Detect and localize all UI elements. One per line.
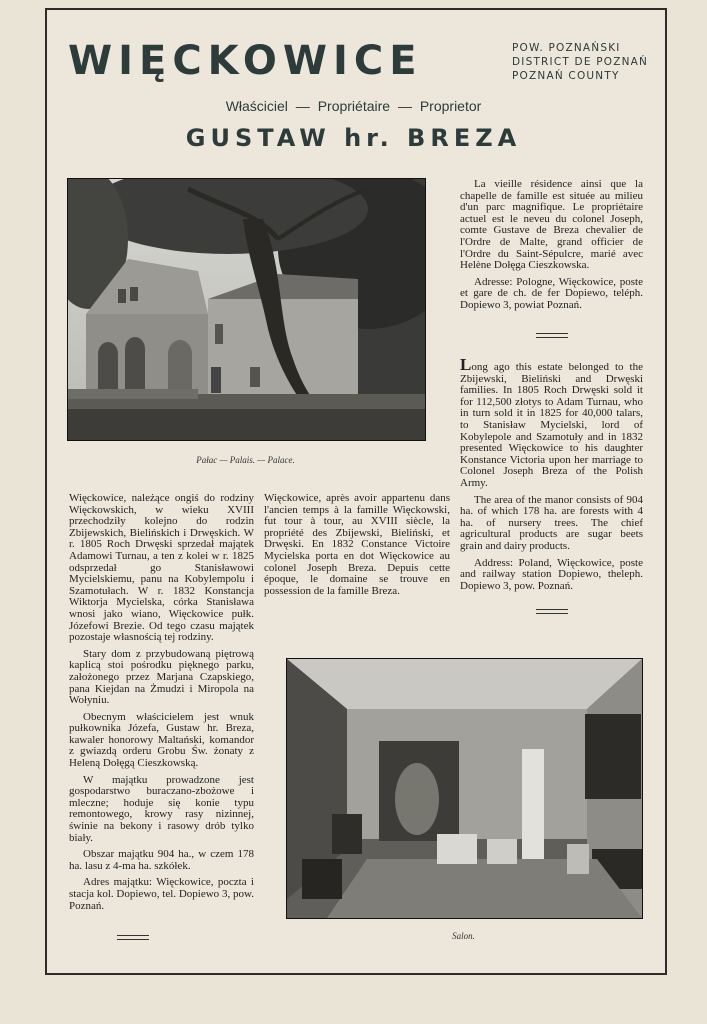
owner-name: GUSTAW hr. BREZA	[185, 124, 522, 152]
divider-polish	[117, 935, 149, 940]
polish-history-paragraph: Więckowice, należące ongiś do rodziny Więckowskich, w wieku XVIII przechodziły kolejno do rodzin Zbijewskich, Bielińskich i Drwęskich. W r. 1805 Roch Drwęski sprzedał majątek Adamowi Turnau, a ten z kolei w r. 1825 odsprzedał go Stanisławowi Mycielskiemu, panu na Kobylempolu i Szamotułach. W r. 1832 Konstancja Wiktorja Mycielska, córka Stanisława wnosi jako wiano, Więckowice pułk. Józefowi Brezie. Od tego czasu majątek pozostaje własnością tej rodziny.	[69, 492, 254, 644]
english-address-paragraph: Address: Poland, Więckowice, poste and railway station Dopiewo, theleph. Dopiewo 3, pow. Poznań.	[460, 556, 643, 592]
salon-caption: Salon.	[452, 931, 475, 941]
page-title: WIĘCKOWICE	[68, 38, 423, 84]
divider-french	[536, 333, 568, 338]
english-area-paragraph: The area of the manor consists of 904 ha. of which 178 ha. are forests with 4 ha. of nursery trees. The chief agricultural products are sugar beets grain and dairy products.	[460, 493, 643, 552]
district-line-fr: DISTRICT DE POZNAŃ	[512, 56, 649, 68]
polish-address-paragraph: Adres majątku: Więckowice, poczta i stacja kol. Dopiewo, tel. Dopiewo 3, pow. Poznań.	[69, 876, 254, 912]
english-history-paragraph	[460, 355, 643, 490]
owner-label: Właściciel — Propriétaire — Proprietor	[225, 98, 482, 114]
french-history-paragraph: Więckowice, après avoir appartenu dans l'ancien temps à la famille Więckowski, fut tour à tour, au XVIII siècle, la propriété des Zbijewski, Bieliński, et Drwęski. En 1832 Constance Victoire Mycielska porta en dot Więckowice au colonel Joseph Breza. Depuis cette époque, le domaine se trouve en possession de la famille Breza.	[264, 492, 450, 597]
district-line-pl: POW. POZNAŃSKI	[512, 42, 621, 54]
polish-farming-paragraph: W majątku prowadzone jest gospodarstwo buraczano-zbożowe i mleczne; hoduje się konie typu remontowego, krowy rasy nizinnej, świnie na bekony i rasowy drób tylko biały.	[69, 773, 254, 844]
district-line-en: POZNAŃ COUNTY	[512, 70, 620, 82]
salon-photo	[286, 658, 643, 919]
french-history-column	[264, 493, 450, 602]
polish-area-paragraph: Obszar majątku 904 ha., w czem 178 ha. lasu z 4-ma ha. szkółek.	[69, 848, 254, 872]
english-column	[460, 355, 643, 597]
polish-column	[69, 493, 254, 917]
bottom-margin	[0, 985, 707, 1024]
french-intro-column	[460, 179, 643, 317]
english-dropcap: L	[460, 355, 472, 374]
palace-illustration	[68, 179, 425, 440]
french-address-paragraph: Adresse: Pologne, Więckowice, poste et gare de ch. de fer Dopiewo, teléph. Dopiewo 3, powiat Poznań.	[460, 275, 643, 311]
palace-caption: Pałac — Palais. — Palace.	[196, 455, 295, 465]
english-history-text: ong ago this estate belonged to the Zbijewski, Bieliński and Drwęski families. In 1805 Roch Drwęski sold it for 112,500 złotys to Adam Turnau, who in turn sold it in 1825 for 40,000 talars, to Stanisław Mycielski, lord of Kobylepole and Szamotuły and in 1832 presented Więckowice to his daughter Konstance Victoria upon her marriage to Colonel Joseph Breza of the Polish Army.	[460, 361, 643, 489]
polish-house-paragraph: Stary dom z przybudowaną piętrową kaplicą stoi pośrodku pięknego parku, założonego przez Marjana Czapskiego, pana Kiejdan na Żmudzi i Miropola na Wołyniu.	[69, 647, 254, 707]
palace-photo	[67, 178, 426, 441]
french-intro-paragraph: La vieille résidence ainsi que la chapelle de famille est située au milieu d'un parc magnifique. Le propriétaire actuel est le neveu du colonel Joseph, comte Gustave de Breza chevalier de l'Ordre de Malte, grand officier de l'Ordre du Saint-Sépulcre, marié avec Helène Dołęga Cieszkowska.	[460, 178, 643, 272]
divider-english	[536, 609, 568, 614]
polish-owner-paragraph: Obecnym właścicielem jest wnuk pułkownika Józefa, Gustaw hr. Breza, kawaler honorowy Maltański, komandor z gwiazdą orderu Grobu Św. żonaty z Heleną Dołęgą Cieszkowską.	[69, 710, 254, 770]
salon-illustration	[287, 659, 642, 918]
district-info	[512, 41, 652, 83]
